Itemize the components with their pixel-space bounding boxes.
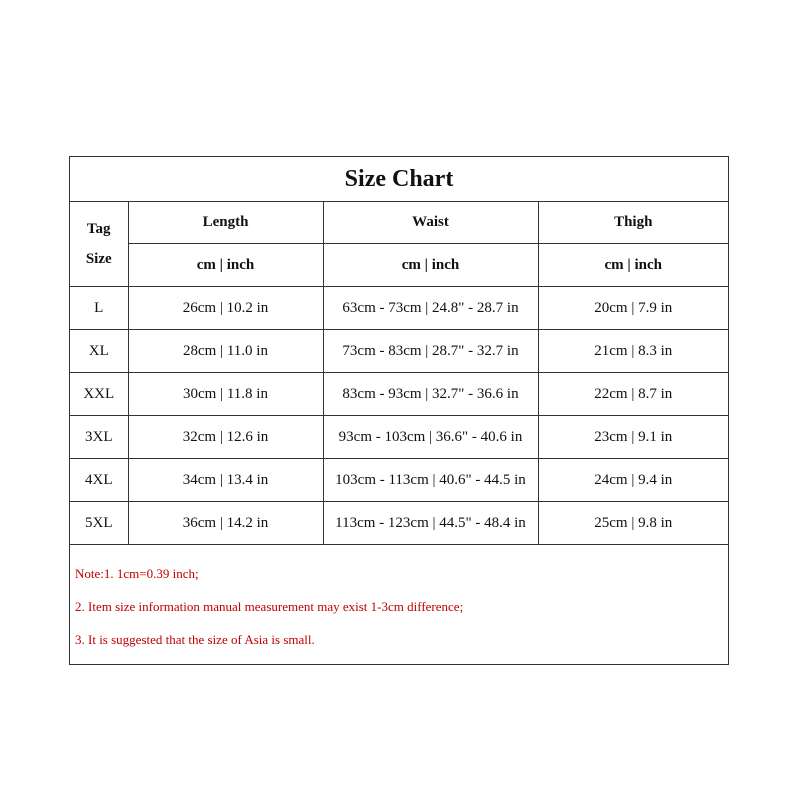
- header-row: [70, 201, 728, 244]
- thigh-cell: 25cm | 9.8 in: [538, 502, 728, 545]
- size-cell: XL: [70, 330, 128, 373]
- waist-cell: 113cm - 123cm | 44.5" - 48.4 in: [323, 502, 538, 545]
- size-table: [70, 201, 728, 545]
- size-cell: L: [70, 287, 128, 330]
- size-chart: [69, 156, 729, 665]
- table-row: [70, 287, 728, 330]
- waist-cell: 83cm - 93cm | 32.7" - 36.6 in: [323, 373, 538, 416]
- size-cell: XXL: [70, 373, 128, 416]
- note-3: 3. It is suggested that the size of Asia is small.: [75, 632, 315, 647]
- waist-cell: 103cm - 113cm | 40.6" - 44.5 in: [323, 459, 538, 502]
- thigh-header: Thigh: [538, 201, 728, 244]
- length-cell: 30cm | 11.8 in: [128, 373, 323, 416]
- waist-cell: 73cm - 83cm | 28.7" - 32.7 in: [323, 330, 538, 373]
- thigh-cell: 20cm | 7.9 in: [538, 287, 728, 330]
- note-2: 2. Item size information manual measurement may exist 1-3cm difference;: [75, 599, 464, 614]
- size-cell: 3XL: [70, 416, 128, 459]
- thigh-unit: cm | inch: [538, 244, 728, 287]
- length-cell: 32cm | 12.6 in: [128, 416, 323, 459]
- table-row: [70, 330, 728, 373]
- length-cell: 36cm | 14.2 in: [128, 502, 323, 545]
- waist-cell: 93cm - 103cm | 36.6" - 40.6 in: [323, 416, 538, 459]
- table-row: [70, 459, 728, 502]
- table-row: [70, 502, 728, 545]
- table-row: [70, 416, 728, 459]
- waist-header: Waist: [323, 201, 538, 244]
- tag-size-header-line2: Size: [85, 250, 112, 267]
- notes-section: [75, 557, 725, 656]
- tag-size-header: [70, 201, 128, 287]
- length-unit: cm | inch: [128, 244, 323, 287]
- length-cell: 26cm | 10.2 in: [128, 287, 323, 330]
- waist-cell: 63cm - 73cm | 24.8" - 28.7 in: [323, 287, 538, 330]
- thigh-cell: 21cm | 8.3 in: [538, 330, 728, 373]
- thigh-cell: 23cm | 9.1 in: [538, 416, 728, 459]
- length-cell: 34cm | 13.4 in: [128, 459, 323, 502]
- table-row: [70, 373, 728, 416]
- chart-title: Size Chart: [70, 157, 728, 202]
- note-1: Note:1. 1cm=0.39 inch;: [75, 566, 199, 581]
- unit-row: [70, 244, 728, 287]
- size-cell: 5XL: [70, 502, 128, 545]
- thigh-cell: 24cm | 9.4 in: [538, 459, 728, 502]
- waist-unit: cm | inch: [323, 244, 538, 287]
- length-cell: 28cm | 11.0 in: [128, 330, 323, 373]
- thigh-cell: 22cm | 8.7 in: [538, 373, 728, 416]
- length-header: Length: [128, 201, 323, 244]
- tag-size-header-line1: Tag: [86, 220, 111, 237]
- size-cell: 4XL: [70, 459, 128, 502]
